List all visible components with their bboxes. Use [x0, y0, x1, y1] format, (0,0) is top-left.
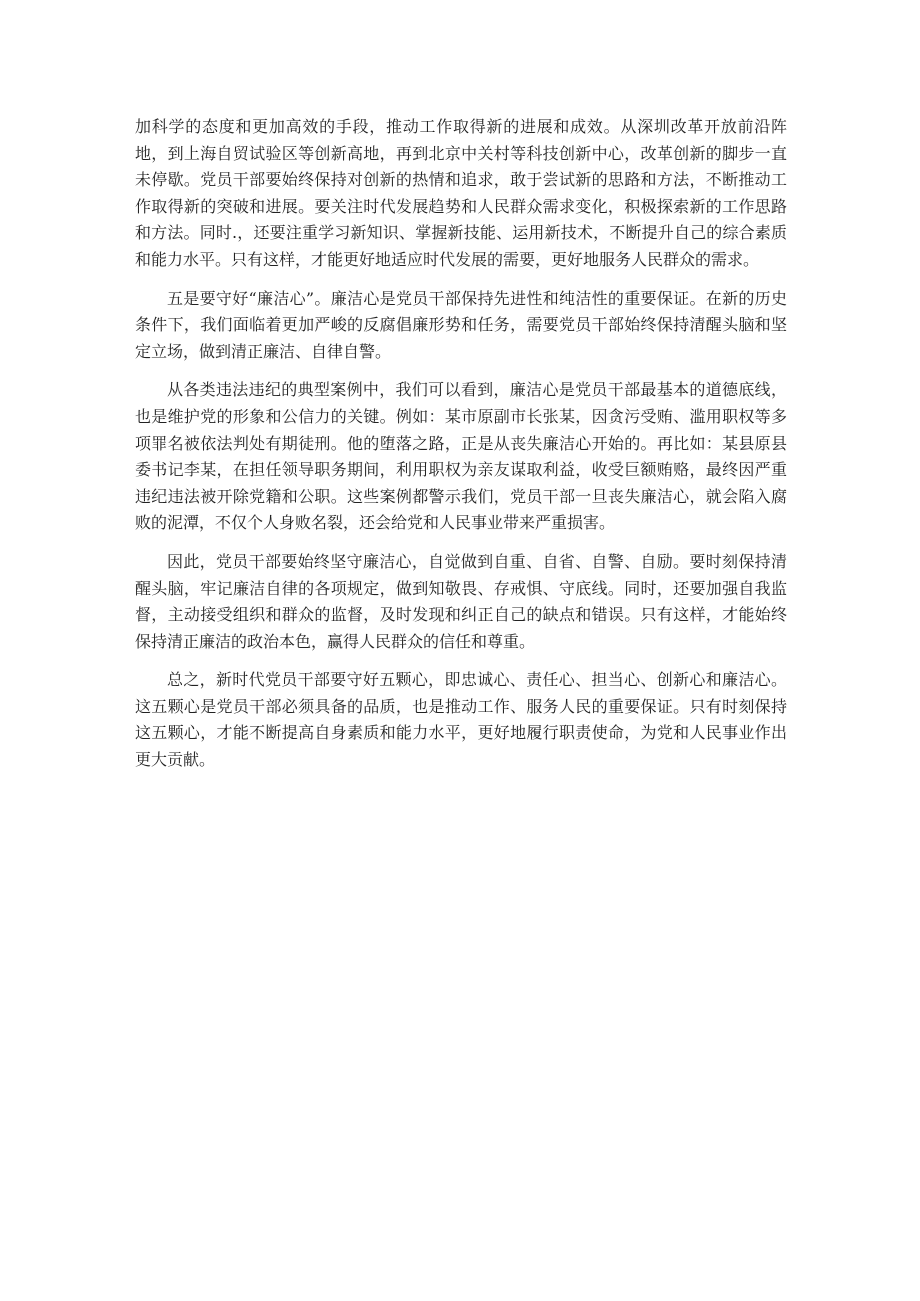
paragraph-lianjie-xin: 五是要守好“廉洁心”。廉洁心是党员干部保持先进性和纯洁性的重要保证。在新的历史条件下，我们面临着更加严峻的反腐倡廉形势和任务，需要党员干部始终保持清醒头脑和坚定立场，做到清正廉洁、自律自警。	[135, 288, 787, 361]
paragraph-case-examples: 从各类违法违纪的典型案例中，我们可以看到，廉洁心是党员干部最基本的道德底线，也是维护党的形象和公信力的关键。例如：某市原副市长张某，因贪污受贿、滥用职权等多项罪名被依法判处有期徒刑。他的堕落之路，正是从丧失廉洁心开始的。再比如：某县原县委书记李某，在担任领导职务期间，利用职权为亲友谋取利益，收受巨额贿赂，最终因严重违纪违法被开除党籍和公职。这些案例都警示我们，党员干部一旦丧失廉洁心，就会陷入腐败的泥潭，不仅个人身败名裂，还会给党和人民事业带来严重损害。	[135, 380, 787, 533]
paragraph-therefore: 因此，党员干部要始终坚守廉洁心，自觉做到自重、自省、自警、自励。要时刻保持清醒头脑，牢记廉洁自律的各项规定，做到知敬畏、存戒惧、守底线。同时，还要加强自我监督，主动接受组织和群众的监督，及时发现和纠正自己的缺点和错误。只有这样，才能始终保持清正廉洁的政治本色，赢得人民群众的信任和尊重。	[135, 551, 787, 651]
document-body	[135, 114, 787, 786]
paragraph-conclusion: 总之，新时代党员干部要守好五颗心，即忠诚心、责任心、担当心、创新心和廉洁心。这五颗心是党员干部必须具备的品质，也是推动工作、服务人民的重要保证。只有时刻保持这五颗心，才能不断提高自身素质和能力水平，更好地履行职责使命，为党和人民事业作出更大贡献。	[135, 670, 787, 770]
paragraph-continuation: 加科学的态度和更加高效的手段，推动工作取得新的进展和成效。从深圳改革开放前沿阵地，到上海自贸试验区等创新高地，再到北京中关村等科技创新中心，改革创新的脚步一直未停歇。党员干部要始终保持对创新的热情和追求，敢于尝试新的思路和方法，不断推动工作取得新的突破和进展。要关注时代发展趋势和人民群众需求变化，积极探索新的工作思路和方法。同时.，还要注重学习新知识、掌握新技能、运用新技术，不断提升自己的综合素质和能力水平。只有这样，才能更好地适应时代发展的需要，更好地服务人民群众的需求。	[135, 117, 787, 269]
